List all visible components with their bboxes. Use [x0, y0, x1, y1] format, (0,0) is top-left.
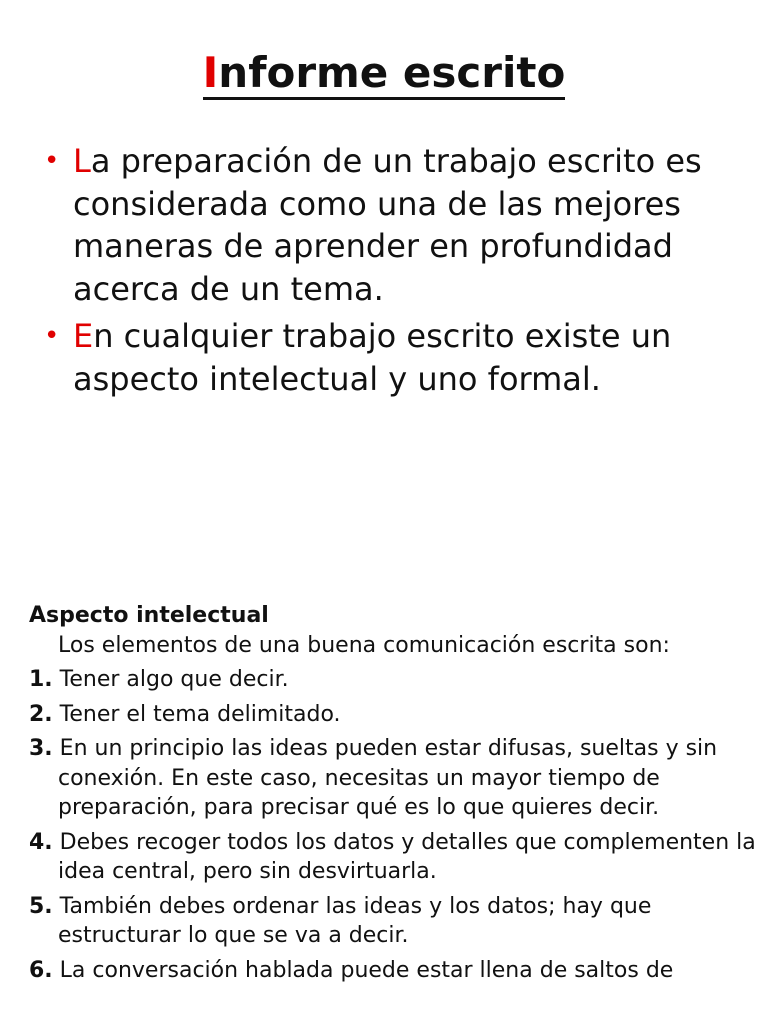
title-rest: nforme escrito — [218, 48, 566, 97]
bullet-text: a preparación de un trabajo escrito es considerada como una de las mejores maneras de aprender en profundidad acerca de un tema. — [73, 142, 702, 308]
step-text: También debes ordenar las ideas y los datos; hay que estructurar lo que se va a decir. — [58, 893, 652, 948]
bullet-dot-icon: • — [44, 146, 60, 176]
step-text: En un principio las ideas pueden estar difusas, sueltas y sin conexión. En este caso, necesitas un mayor tiempo de preparación, para precisar qué es lo que quieres decir. — [58, 736, 718, 820]
bullet-first-letter: E — [73, 317, 94, 355]
slide-title — [0, 46, 768, 100]
bullet-text: n cualquier trabajo escrito existe un aspecto intelectual y uno formal. — [73, 317, 672, 398]
title-text — [203, 48, 566, 100]
step-text: Tener algo que decir. — [59, 667, 289, 692]
step-text: La conversación hablada puede estar llena de saltos de — [59, 957, 674, 983]
bullet-item — [44, 140, 734, 310]
step-number: 1. — [29, 667, 53, 692]
step-number: 3. — [29, 736, 53, 761]
step-text: Tener el tema delimitado. — [59, 701, 341, 727]
section-aspecto-intelectual — [29, 601, 759, 985]
bullet-item — [44, 315, 734, 400]
steps-list — [29, 665, 759, 985]
step-item — [29, 828, 759, 887]
step-item — [29, 892, 759, 951]
bullet-list — [44, 140, 734, 405]
section-heading: Aspecto intelectual — [29, 603, 269, 628]
step-number: 6. — [29, 957, 53, 983]
step-number: 2. — [29, 701, 53, 727]
step-item — [29, 734, 759, 823]
step-text: Debes recoger todos los datos y detalles que complementen la idea central, pero sin desvirtuarla. — [58, 829, 756, 884]
step-number: 5. — [29, 893, 53, 919]
step-item — [29, 700, 759, 730]
step-item — [29, 956, 759, 986]
step-item — [29, 665, 759, 695]
step-number: 4. — [29, 829, 53, 855]
bullet-first-letter: L — [73, 142, 91, 180]
title-first-letter: I — [202, 48, 219, 97]
section-intro: Los elementos de una buena comunicación escrita son: — [58, 632, 670, 658]
bullet-dot-icon: • — [44, 321, 60, 351]
